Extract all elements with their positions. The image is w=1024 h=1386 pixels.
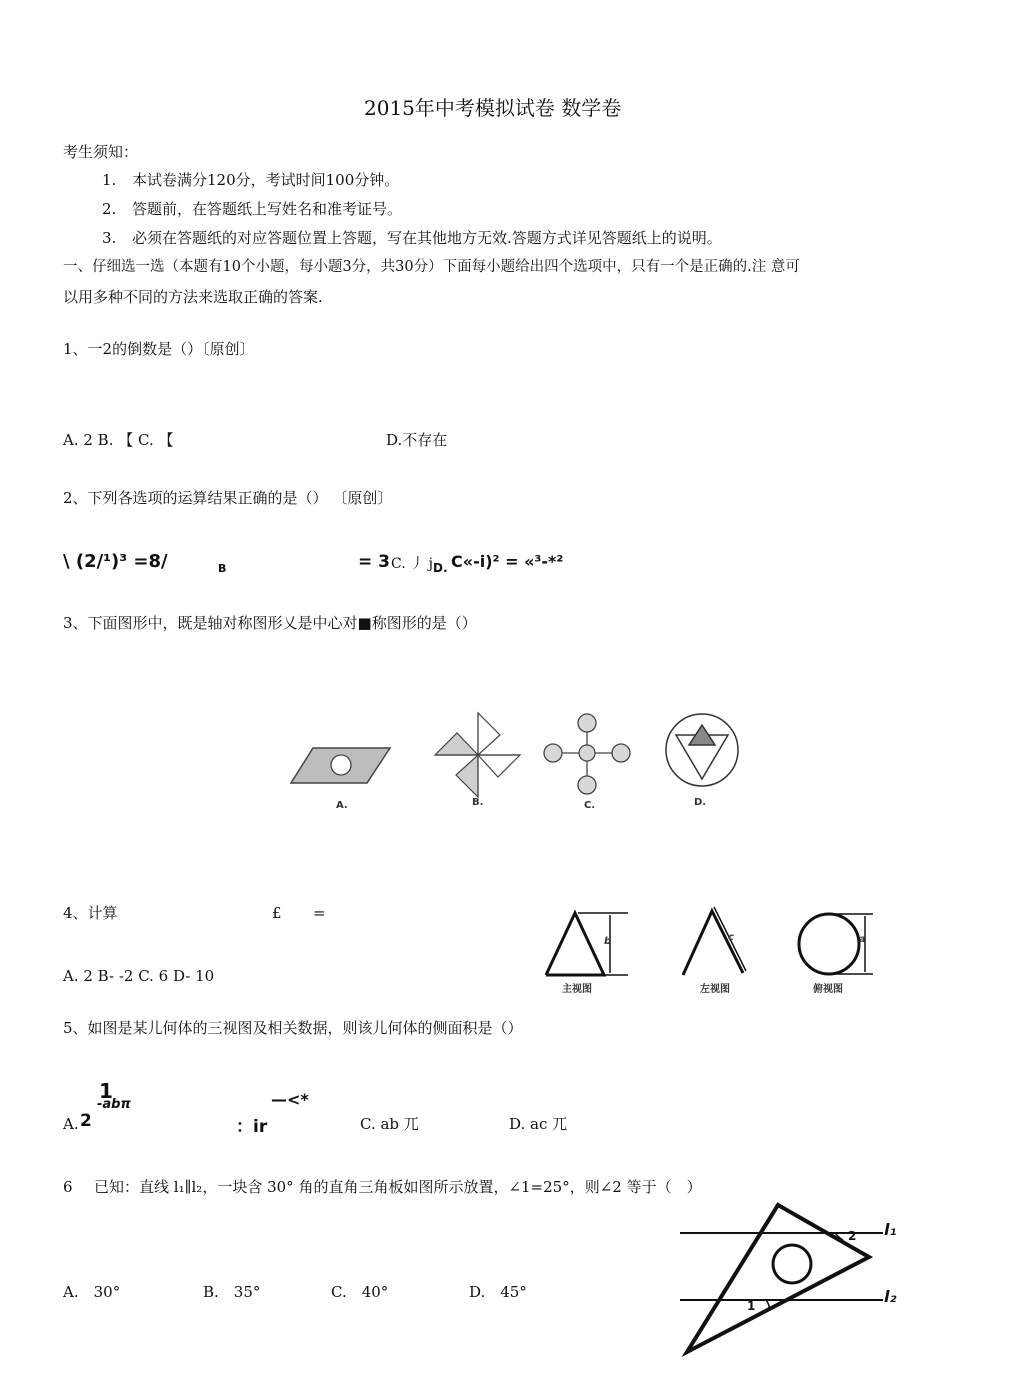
question-3-stem: 3、下面图形中，既是轴对称图形乂是中心对■称图形的是（） bbox=[63, 614, 477, 632]
question-5-option-d: D. ac 兀 bbox=[509, 1115, 568, 1133]
question-5-option-a-label: A. bbox=[63, 1115, 79, 1133]
question-5-option-b-bottom: ：ir bbox=[236, 1117, 268, 1137]
question-4-expr-1: £ bbox=[272, 904, 282, 922]
question-2-option-c: C. 丿 j bbox=[391, 556, 433, 572]
question-5-option-a-top: 1 bbox=[99, 1079, 113, 1103]
view-label-left: 左视图 bbox=[700, 984, 730, 995]
figure-label-a: A. bbox=[336, 800, 348, 811]
question-1-option-d: D.不存在 bbox=[386, 431, 448, 449]
notice-item-text: 答题前，在答题纸上写姓名和准考证号。 bbox=[132, 200, 403, 218]
question-6-option-c: C. 40° bbox=[331, 1283, 389, 1301]
question-6-option-a: A. 30° bbox=[63, 1283, 121, 1301]
notice-heading: 考生须知： bbox=[63, 143, 139, 161]
question-2-option-d: C«-i)² = «³-*² bbox=[451, 552, 564, 571]
notice-item-text: 必须在答题纸的对应答题位置上答题，写在其他地方无效.答题方式详见答题纸上的说明。 bbox=[132, 229, 722, 247]
line-label-l1: l₁ bbox=[884, 1220, 897, 1239]
dim-label-a: a bbox=[859, 934, 866, 945]
question-5-option-a-num: 2 bbox=[80, 1111, 92, 1131]
section-heading-cont: 以用多种不同的方法来选取正确的答案. bbox=[63, 288, 323, 306]
figure-c-circles bbox=[544, 714, 630, 794]
notice-item-num: 2. bbox=[102, 200, 117, 218]
question-5-option-c: C. ab 兀 bbox=[360, 1115, 419, 1133]
question-6-figure bbox=[675, 1200, 905, 1360]
dim-label-b: b bbox=[604, 936, 612, 947]
question-4-options: A. 2 B- -2 C. 6 D- 10 bbox=[63, 967, 215, 985]
question-2-option-d-label: D. bbox=[433, 561, 448, 575]
view-label-main: 主视图 bbox=[562, 984, 592, 995]
question-2-option-b-label: B bbox=[218, 562, 227, 575]
figure-d-circle-triangles bbox=[666, 714, 738, 786]
question-6-option-d: D. 45° bbox=[469, 1283, 527, 1301]
question-5-stem: 5、如图是某儿何体的三视图及相关数据，则该儿何体的侧面积是（） bbox=[63, 1019, 523, 1037]
question-2-option-a: \ (2/¹)³ =8/ bbox=[63, 551, 168, 572]
section-heading: 一、仔细选一选（本题有10个小题，每小题3分，共30分）下面每小题给出四个选项中，只有一个是正确的.注 意可 bbox=[63, 259, 800, 275]
notice-item-num: 3. bbox=[102, 229, 117, 247]
notice-item-text: 本试卷满分120分，考试时间100分钟。 bbox=[132, 171, 400, 189]
angle-label-2: 2 bbox=[848, 1229, 857, 1243]
figure-a-parallelogram bbox=[291, 748, 390, 783]
angle-label-1: 1 bbox=[747, 1299, 756, 1313]
question-3-figures bbox=[285, 705, 755, 820]
notice-item-num: 1. bbox=[102, 171, 117, 189]
figure-b-pinwheel bbox=[435, 713, 520, 797]
question-1-options: A. 2 B. 【 C. 【 bbox=[63, 431, 174, 449]
question-4-stem: 4、计算 bbox=[63, 904, 118, 922]
question-6-number: 6 bbox=[63, 1178, 73, 1196]
question-5-option-b-top: —<* bbox=[271, 1090, 309, 1109]
question-1-stem: 1、一2的倒数是（）〔原创〕 bbox=[63, 340, 255, 358]
question-5-option-a-frac: -abπ bbox=[97, 1097, 131, 1112]
three-views-figure bbox=[538, 905, 883, 985]
view-label-top: 俯视图 bbox=[813, 984, 843, 995]
question-2-option-b: = 3 bbox=[358, 552, 390, 572]
figure-label-d: D. bbox=[694, 797, 707, 808]
question-6-stem: 已知：直线 l₁∥l₂，一块含 30° 角的直角三角板如图所示放置，∠1=25°，则∠2 等于（ ） bbox=[94, 1178, 702, 1196]
question-6-option-b: B. 35° bbox=[203, 1283, 261, 1301]
question-2-stem: 2、下列各选项的运算结果正确的是（） 〔原创〕 bbox=[63, 489, 393, 507]
dim-label-c: c bbox=[728, 932, 734, 943]
figure-label-c: C. bbox=[584, 800, 596, 811]
page-title: 2015年中考模拟试卷 数学卷 bbox=[364, 96, 622, 120]
line-label-l2: l₂ bbox=[884, 1287, 897, 1306]
figure-label-b: B. bbox=[472, 797, 484, 808]
question-4-expr-2: = bbox=[313, 904, 326, 922]
